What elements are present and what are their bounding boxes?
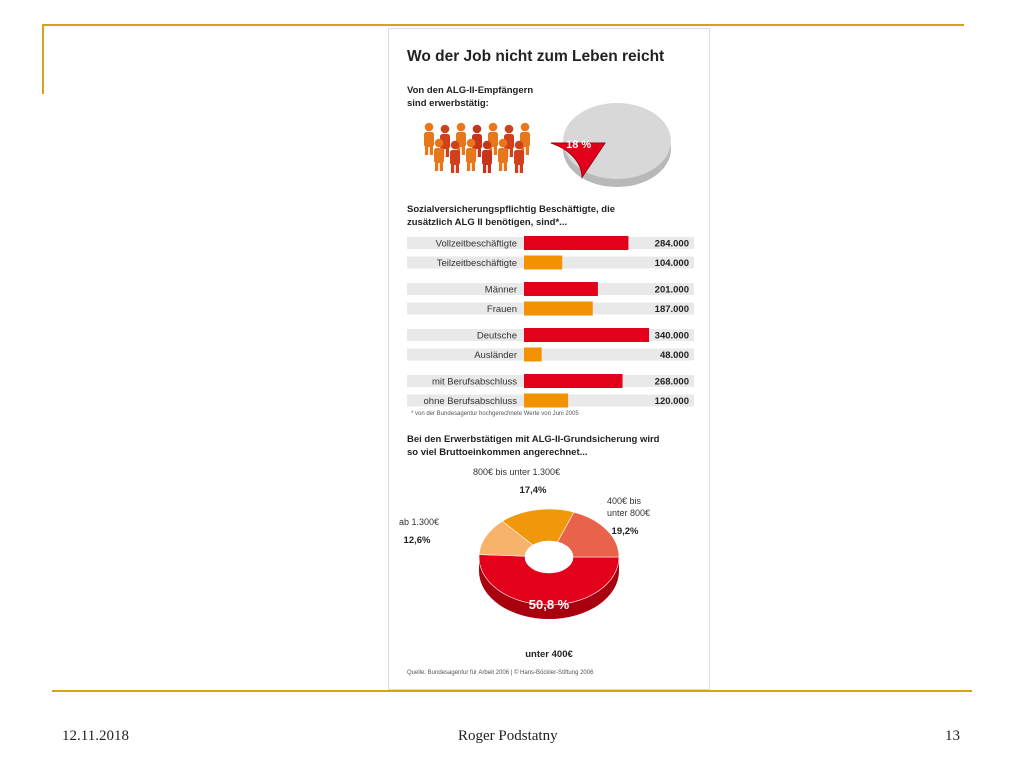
donut-category-label: unter 800€ xyxy=(607,508,651,518)
bar-value-label: 104.000 xyxy=(654,258,689,269)
bar xyxy=(524,282,598,296)
person-body xyxy=(434,148,444,163)
person-leg xyxy=(430,146,433,155)
footer-author: Roger Podstatny xyxy=(458,728,558,744)
person-head xyxy=(515,141,524,150)
bar xyxy=(524,394,568,408)
person-leg xyxy=(446,148,449,157)
bar-value-label: 187.000 xyxy=(654,304,689,315)
person-figure xyxy=(498,139,508,171)
bottom-rule xyxy=(52,690,972,692)
section1-label-line1: Von den ALG-II-Empfängern xyxy=(407,85,534,96)
person-body xyxy=(482,150,492,165)
bar xyxy=(524,328,649,342)
person-head xyxy=(435,139,444,148)
bar-category-label: Deutsche xyxy=(476,330,517,342)
person-head xyxy=(483,141,492,150)
person-head xyxy=(505,125,514,134)
bar-category-label: Vollzeitbeschäftigte xyxy=(435,238,517,250)
person-body xyxy=(450,150,460,165)
employment-bar-chart xyxy=(407,236,694,408)
person-head xyxy=(489,123,498,132)
footer-date: 12.11.2018 xyxy=(62,728,129,744)
donut-value-label: 12,6% xyxy=(403,535,431,546)
bar-value-label: 201.000 xyxy=(654,284,689,296)
person-head xyxy=(499,139,508,148)
donut-hole xyxy=(525,541,573,573)
donut-category-label: 400€ bis xyxy=(607,496,642,506)
section2-label-line2: zusätzlich ALG II benötigen, sind*... xyxy=(407,217,568,228)
person-head xyxy=(451,141,460,150)
source-note: Quelle: Bundesagentur für Arbeit 2006 | © Hans-Böckler-Stiftung 2006 xyxy=(407,670,594,676)
bar-value-label: 284.000 xyxy=(654,238,689,250)
person-figure xyxy=(434,139,444,171)
person-leg xyxy=(499,162,502,171)
person-leg xyxy=(467,162,470,171)
person-leg xyxy=(483,164,486,173)
people-figures xyxy=(424,123,530,173)
person-head xyxy=(441,125,450,134)
bar-value-label: 120.000 xyxy=(654,396,689,407)
person-leg xyxy=(515,164,518,173)
person-head xyxy=(457,123,466,132)
donut-value-label: 50,8 % xyxy=(528,597,570,612)
income-donut-chart xyxy=(399,467,650,660)
person-body xyxy=(514,150,524,165)
bar xyxy=(524,302,593,316)
section2-label-line1: Sozialversicherungspflichtig Beschäftigte, die xyxy=(407,204,615,215)
person-figure xyxy=(450,141,460,173)
person-figure xyxy=(466,139,476,171)
bar-value-label: 340.000 xyxy=(654,330,689,342)
bar xyxy=(524,236,628,250)
person-body xyxy=(466,148,476,163)
section3-label-line1: Bei den Erwerbstätigen mit ALG-II-Grundsicherung wird xyxy=(407,434,660,445)
donut-category-label: ab 1.300€ xyxy=(399,517,440,527)
bar-category-label: ohne Berufsabschluss xyxy=(423,396,517,407)
employment-pie xyxy=(551,103,671,187)
pie-slice-label: 18 % xyxy=(566,139,592,151)
person-leg xyxy=(520,164,523,173)
person-figure xyxy=(514,141,524,173)
person-leg xyxy=(488,164,491,173)
bar-value-label: 48.000 xyxy=(659,350,689,361)
person-leg xyxy=(526,146,529,155)
bar-category-label: Teilzeitbeschäftigte xyxy=(436,258,517,269)
bar-track xyxy=(407,349,694,361)
person-leg xyxy=(472,162,475,171)
person-head xyxy=(521,123,530,132)
person-leg xyxy=(494,146,497,155)
person-leg xyxy=(425,146,428,155)
person-leg xyxy=(435,162,438,171)
person-leg xyxy=(510,148,513,157)
person-head xyxy=(467,139,476,148)
person-leg xyxy=(504,162,507,171)
bar-category-label: Frauen xyxy=(486,304,517,315)
person-leg xyxy=(478,148,481,157)
donut-value-label: 17,4% xyxy=(519,485,547,496)
section1-label-line2: sind erwerbstätig: xyxy=(407,98,489,109)
footnote: * von der Bundesagentur hochgerechnete Werte von Juni 2005 xyxy=(411,411,579,417)
top-rule xyxy=(42,24,964,26)
person-figure xyxy=(482,141,492,173)
person-leg xyxy=(440,162,443,171)
person-leg xyxy=(451,164,454,173)
person-leg xyxy=(462,146,465,155)
infographic-title: Wo der Job nicht zum Leben reicht xyxy=(407,48,665,65)
bar xyxy=(524,374,623,388)
person-head xyxy=(425,123,434,132)
bar-value-label: 268.000 xyxy=(654,376,689,388)
bar xyxy=(524,348,542,362)
person-leg xyxy=(456,164,459,173)
donut-category-label: unter 400€ xyxy=(525,649,573,660)
bar-category-label: Männer xyxy=(484,284,517,296)
bar-category-label: Ausländer xyxy=(474,350,517,361)
infographic xyxy=(388,28,710,690)
bar xyxy=(524,256,562,270)
left-rule xyxy=(42,24,44,94)
donut-category-label: 800€ bis unter 1.300€ xyxy=(473,467,561,477)
person-head xyxy=(473,125,482,134)
person-body xyxy=(498,148,508,163)
donut-value-label: 19,2% xyxy=(611,526,639,537)
footer-page-number: 13 xyxy=(945,728,960,744)
person-body xyxy=(424,132,434,147)
bar-category-label: mit Berufsabschluss xyxy=(431,376,517,388)
section3-label-line2: so viel Bruttoeinkommen angerechnet... xyxy=(407,447,588,458)
person-figure xyxy=(424,123,434,155)
